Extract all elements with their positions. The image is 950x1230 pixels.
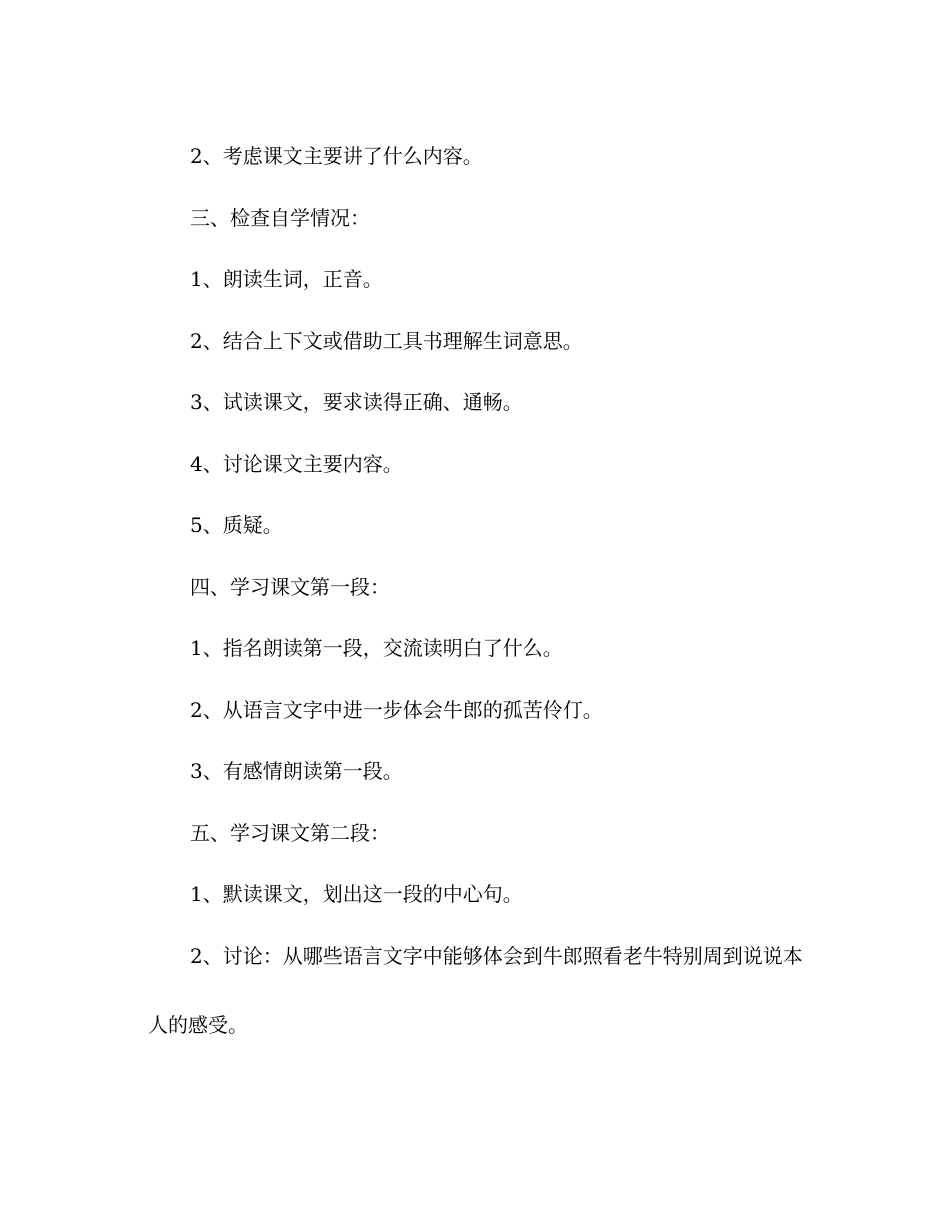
- section-heading-4: 四、学习课文第一段：: [190, 574, 390, 599]
- paragraph-3-1: 1、朗读生词，正音。: [190, 267, 383, 291]
- paragraph-3-5: 5、质疑。: [190, 513, 283, 537]
- paragraph-4-2: 2、从语言文字中进一步体会牛郎的孤苦伶仃。: [190, 697, 603, 722]
- paragraph-3-4: 4、讨论课文主要内容。: [190, 451, 403, 476]
- section-heading-5: 五、学习课文第二段：: [190, 820, 390, 845]
- document-body: [148, 136, 808, 1081]
- paragraph-5-1: 1、默读课文，划出这一段的中心句。: [190, 882, 523, 906]
- paragraph-5-2: 2、讨论：从哪些语言文字中能够体会到牛郎照看老牛特别周到说说本人的感受。: [148, 943, 803, 1037]
- paragraph-1: 2、考虑课文主要讲了什么内容。: [190, 144, 483, 168]
- paragraph-3-2: 2、结合上下文或借助工具书理解生词意思。: [190, 328, 583, 353]
- section-heading-3: 三、检查自学情况：: [190, 205, 370, 230]
- paragraph-4-3: 3、有感情朗读第一段。: [190, 759, 403, 783]
- paragraph-4-1: 1、指名朗读第一段，交流读明白了什么。: [190, 636, 563, 660]
- paragraph-3-3: 3、试读课文，要求读得正确、通畅。: [190, 390, 523, 414]
